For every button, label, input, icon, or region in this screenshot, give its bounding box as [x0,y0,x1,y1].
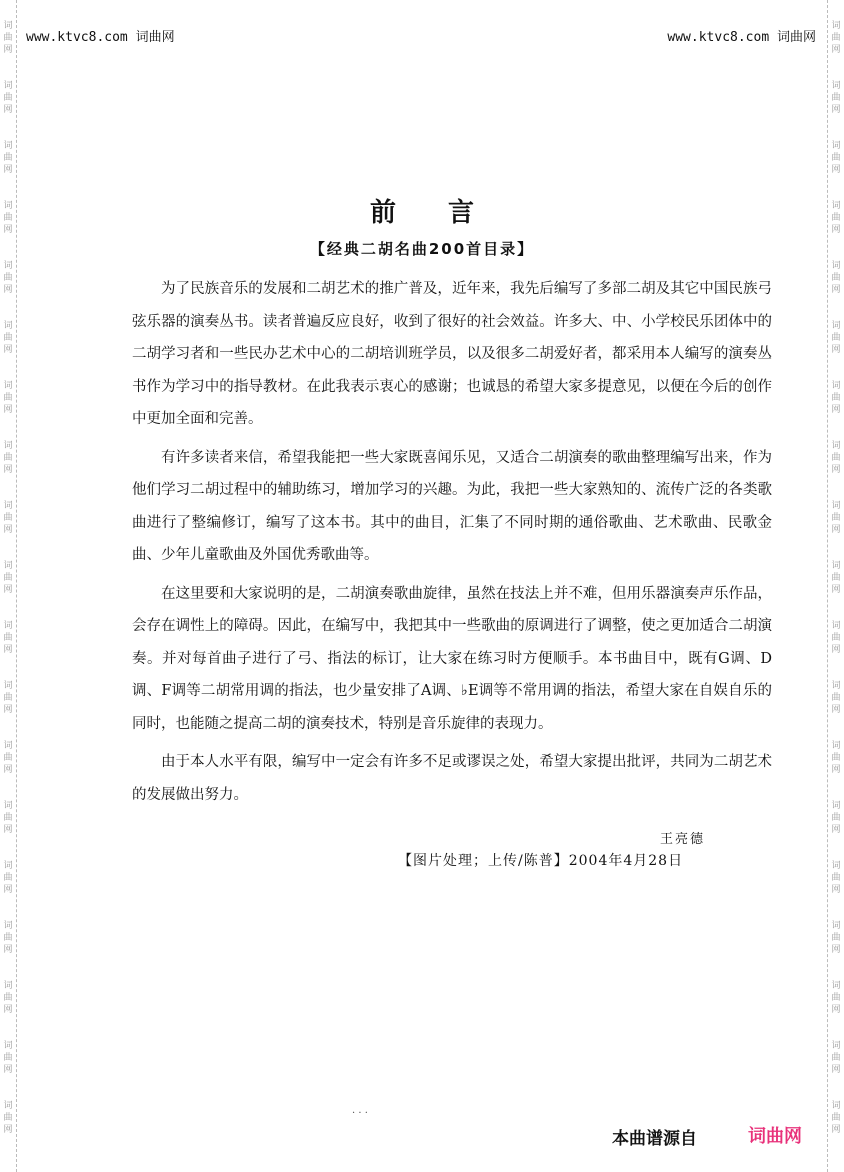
paragraph: 由于本人水平有限，编写中一定会有许多不足或谬误之处，希望大家提出批评，共同为二胡艺术的发展做出努力。 [132,754,772,803]
side-watermark: 词曲网 [831,21,841,55]
side-watermark: 词曲网 [3,981,13,1015]
side-watermark: 词曲网 [831,621,841,655]
side-watermark: 词曲网 [831,741,841,775]
watermark-url: www.ktvc8.com [26,30,128,45]
paragraph: 为了民族音乐的发展和二胡艺术的推广普及，近年来，我先后编写了多部二胡及其它中国民族弓弦乐器的演奏丛书。读者普遍反应良好，收到了很好的社会效益。许多大、中、小学校民乐团体中的二胡学习者和一些民办艺术中心的二胡培训班学员，以及很多二胡爱好者，都采用本人编写的演奏丛书作为学习中的指导教材。在此我表示衷心的感谢；也诚恳的希望大家多提意见，以便在今后的创作中更加全面和完善。 [132,281,772,427]
side-watermark: 词曲网 [3,861,13,895]
upload-credit: 【图片处理；上传/陈普】2004年4月28日 [398,853,684,869]
side-watermark: 词曲网 [831,981,841,1015]
side-watermark: 词曲网 [831,81,841,115]
footer-brand-link[interactable]: 词曲网 [748,1126,802,1147]
side-watermark: 词曲网 [831,321,841,355]
side-watermark: 词曲网 [831,921,841,955]
side-watermark: 词曲网 [831,681,841,715]
header-watermark-right [667,26,816,45]
right-watermark-strip [827,0,844,1172]
side-watermark: 词曲网 [3,801,13,835]
side-watermark: 词曲网 [831,861,841,895]
side-watermark: 词曲网 [831,141,841,175]
watermark-site-name: 词曲网 [776,30,816,45]
side-watermark: 词曲网 [831,261,841,295]
side-watermark: 词曲网 [3,921,13,955]
paragraph: 在这里要和大家说明的是，二胡演奏歌曲旋律，虽然在技法上并不难，但用乐器演奏声乐作品，会存在调性上的障碍。因此，在编写中，我把其中一些歌曲的原调进行了调整，使之更加适合二胡演奏。并对每首曲子进行了弓、指法的标订，让大家在练习时方便顺手。本书曲目中，既有G调、D调、F调等二胡常用调的指法，也少量安排了A调、♭E调等不常用调的指法，希望大家在自娱自乐的同时，也能随之提高二胡的演奏技术，特别是音乐旋律的表现力。 [132,585,772,732]
side-watermark: 词曲网 [3,21,13,55]
side-watermark: 词曲网 [3,321,13,355]
author-signature: 王亮德 [660,832,706,847]
side-watermark: 词曲网 [3,201,13,235]
side-watermark: 词曲网 [3,381,13,415]
side-watermark: 词曲网 [3,441,13,475]
footer-dots: · · · [352,1108,368,1119]
side-watermark: 词曲网 [3,1101,13,1135]
footer-source-label: 本曲谱源自 [612,1129,697,1149]
side-watermark: 词曲网 [831,441,841,475]
header-watermark-left [26,26,175,45]
side-watermark: 词曲网 [3,141,13,175]
watermark-site-name: 词曲网 [135,30,175,45]
watermark-url: www.ktvc8.com [667,30,770,45]
side-watermark: 词曲网 [831,501,841,535]
paragraph: 有许多读者来信，希望我能把一些大家既喜闻乐见，又适合二胡演奏的歌曲整理编写出来，作为他们学习二胡过程中的辅助练习，增加学习的兴趣。为此，我把一些大家熟知的、流传广泛的各类歌曲进行了整编修订，编写了这本书。其中的曲目，汇集了不同时期的通俗歌曲、艺术歌曲、民歌金曲、少年儿童歌曲及外国优秀歌曲等。 [132,449,772,563]
side-watermark: 词曲网 [831,561,841,595]
page-title: 前言 [369,198,526,228]
page-subtitle: 【经典二胡名曲200首目录】 [309,240,535,258]
side-watermark: 词曲网 [3,1041,13,1075]
side-watermark: 词曲网 [3,681,13,715]
preface-body [132,273,772,817]
side-watermark: 词曲网 [3,501,13,535]
side-watermark: 词曲网 [3,621,13,655]
side-watermark: 词曲网 [831,381,841,415]
side-watermark: 词曲网 [831,801,841,835]
side-watermark: 词曲网 [831,201,841,235]
left-watermark-strip [0,0,17,1172]
side-watermark: 词曲网 [3,81,13,115]
side-watermark: 词曲网 [831,1041,841,1075]
side-watermark: 词曲网 [831,1101,841,1135]
side-watermark: 词曲网 [3,741,13,775]
side-watermark: 词曲网 [3,261,13,295]
side-watermark: 词曲网 [3,561,13,595]
